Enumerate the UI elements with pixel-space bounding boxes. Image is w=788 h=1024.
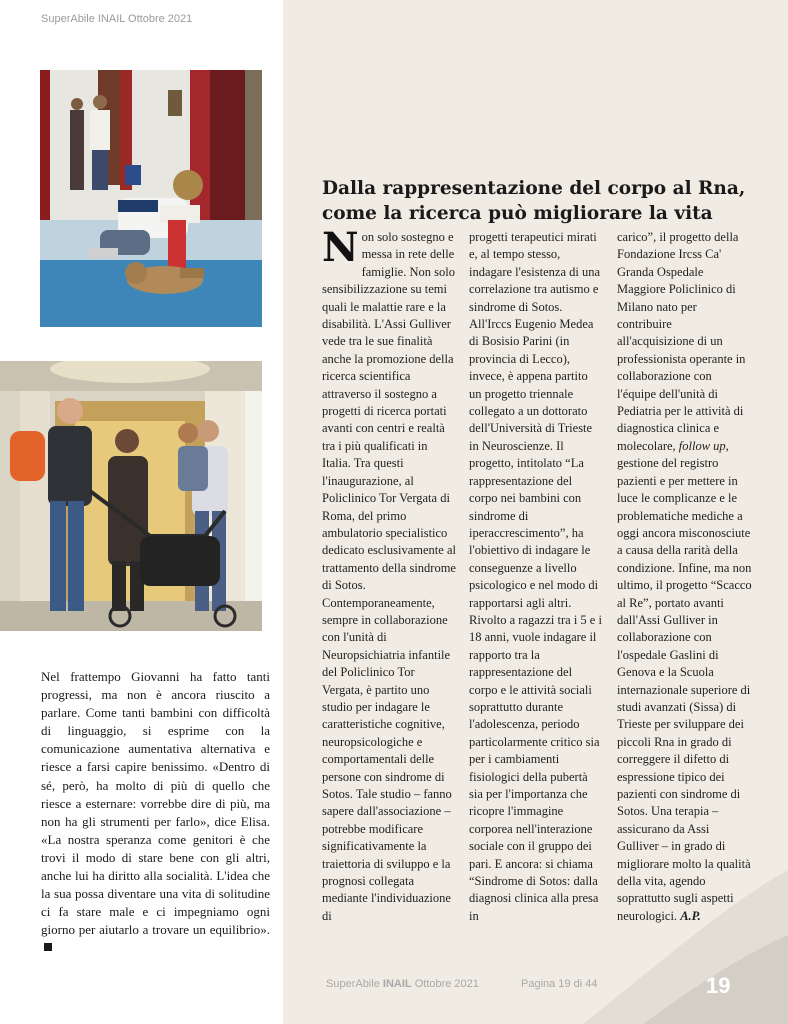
column-3-text-a: carico”, il progetto della Fondazione Ircss Ca' Granda Ospedale Maggiore Policlinico di Milano nato per contribuire all'acquisizione di un professionista operante in collaborazione con l'équipe dell'unità di Pediatria per le attività di diagnostica clinica e molecolare,	[617, 230, 746, 453]
author-signature: A.P.	[680, 908, 701, 923]
article-column-1	[322, 224, 456, 925]
follow-up-term: follow up	[678, 438, 726, 453]
footer-issue: Ottobre 2021	[414, 978, 479, 990]
family-in-hallway-photo	[0, 361, 262, 631]
column-3-text-b: , gestione del registro pazienti e per mettere in luce le complicanze e le problematiche mediche a oggi ancora misconosciute a causa della rarità della condizione. Infine, ma non ultimo, il progetto “Scacco al Re”, portato avanti dall'Assi Gulliver in collaborazione con l'ospedale Gaslini di Genova e la Scuola internazionale superiore di studi avanzati (Sissa) di Trieste per sviluppare dei piccoli Rna in grado di correggere il difetto di espressione tipico dei pazienti con sindrome di Sotos. Una terapia – assicurano da Assi Gulliver – in grado di migliorare molto la qualità della vita, agendo soprattutto sugli aspetti neurologici.	[617, 438, 752, 923]
end-mark	[44, 943, 52, 951]
header-magazine: SuperAbile INAIL	[41, 13, 125, 25]
footer-page-info: Pagina 19 di 44	[521, 978, 598, 990]
story-paragraph	[41, 668, 270, 958]
column-1-text: on solo sostegno e messa in rete delle famiglie. Non solo sensibilizzazione su temi quali le malattie rare e la disabilità. L'Assi Gulliver vede tra le sue finalità anche la promozione della ricerca scientifica attraverso il sostegno a progetti di ricerca portati avanti con centri e realtà tra i più qualificati in Italia. Tra questi l'inaugurazione, al Policlinico Tor Vergata di Roma, del primo ambulatorio specialistico dedicato esclusivamente al trattamento della sindrome di Sotos. Contemporaneamente, sempre in collaborazione con l'unità di Neuropsichiatria infantile del Policlinico Tor Vergata, è partito uno studio per indagare le caratteristiche cognitive, neuropsicologiche e comportamentali delle persone con sindrome di Sotos. Tale studio – fanno sapere dall'associazione – potrebbe modificare significativamente la traiettoria di sviluppo e la prognosi collegata mediante l'individuazione di	[322, 230, 456, 923]
running-header	[41, 13, 192, 25]
page-number: 19	[706, 973, 731, 998]
footer-magazine	[326, 978, 479, 990]
footer-brand: SuperAbile	[326, 978, 380, 990]
story-text: Nel frattempo Giovanni ha fatto tanti progressi, ma non è ancora riuscito a parlare. Come tanti bambini con difficoltà di linguaggio, si esprime con la comunicazione aumentativa alternativa e riesce a farsi capire benissimo. «Dentro di sé, però, ha molto di più di quello che riesce a esternare: vorrebbe dire di più, ma non ha gli strumenti per farlo», dice Elisa. «La nostra speranza come genitori è che trovi il modo di stare bene con gli altri, anche lui ha diritto alla socialità. L'idea che la sua possa diventare una vita di solitudine ci fa stare male e ci impegniamo ogni giorno per aiutarlo a trovare un equilibrio».	[41, 669, 270, 938]
footer-brand-bold: INAIL	[382, 978, 412, 990]
header-issue: Ottobre 2021	[128, 13, 193, 25]
child-with-toy-dog-photo	[40, 70, 262, 327]
column-2-text: progetti terapeutici mirati e, al tempo stesso, indagare l'esistenza di una correlazione tra autismo e sindrome di Sotos. All'Irccs Eugenio Medea di Bosisio Parini (in provincia di Lecco), invece, è appena partito un progetto triennale collegato a un dottorato dell'Università di Trieste in Neuroscienze. Il progetto, intitolato “La rappresentazione del corpo nei bambini con sindrome di iperaccrescimento”, ha l'obiettivo di indagare le conseguenze a livello psicologico e nel modo di rapportarsi agli altri. Rivolto a ragazzi tra i 5 e i 18 anni, vuole indagare il rapporto tra la rappresentazione del corpo e le attività sociali soprattutto durante l'adolescenza, periodo particolarmente critico sia per i cambiamenti fisiologici della pubertà sia per l'importanza che ricopre l'immagine corporea nell'interazione sociale con il gruppo dei pari. E ancora: si chiama “Sindrome di Sotos: dalla diagnosi clinica alla presa in	[469, 230, 602, 923]
drop-cap: N	[322, 224, 359, 271]
article-column-3	[617, 229, 752, 925]
left-page	[0, 0, 283, 1024]
article-column-2	[469, 229, 603, 925]
article-title: Dalla rappresentazione del corpo al Rna, come la ricerca può migliorare la vita	[322, 178, 746, 225]
